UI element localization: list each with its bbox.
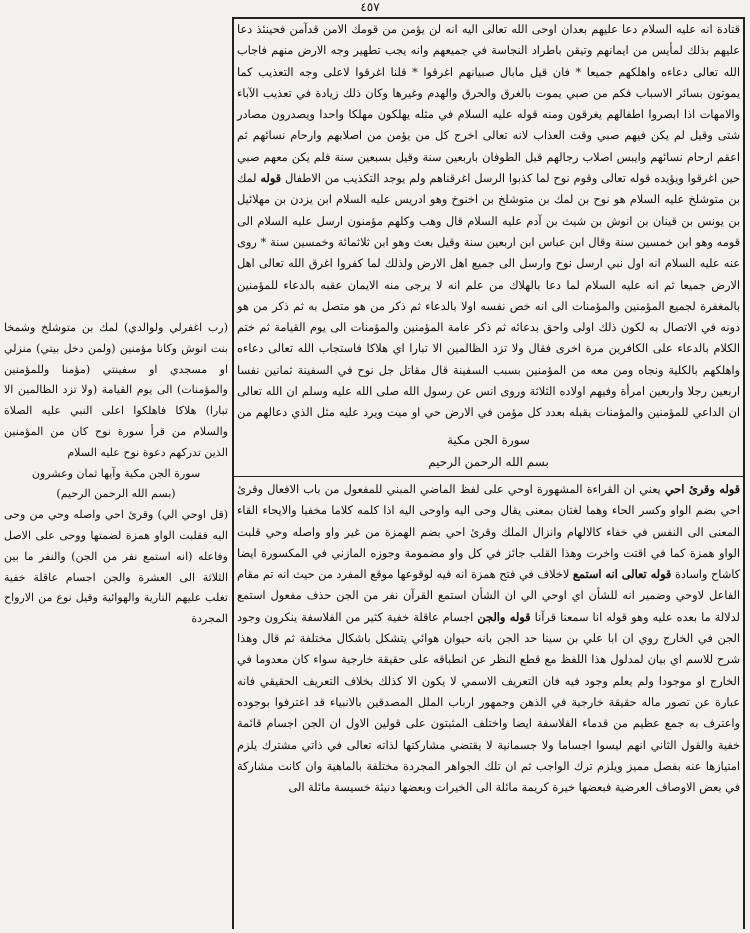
main-commentary-frame — [232, 17, 745, 929]
qawluhu-marker-3: قوله تعالى انه استمع — [572, 567, 672, 582]
main-paragraph-4: لاخلاف في فتح همزة انه فيه لوقوعها موقع المفرد من حيث انه تم مقام الفاعل لاوحي وضمير انه للشأن اي اوحي الي ان الشأن استمع القرآن نفر من الجن حذف مفعول استمع لدلالة ما بعده عليه وهو قوله انا سمعنا قرآنا — [237, 568, 740, 624]
basmala: بسم الله الرحمن الرحيم — [428, 455, 549, 469]
main-commentary-bottom — [234, 479, 743, 798]
sura-title: سورة الجن مكية — [447, 433, 530, 447]
main-paragraph-5: اجسام عاقلة خفية كثير من الفلاسفة ينكرون وجود الجن في الخارج روي ان ابا علي بن سينا حد الجن بانه حيوان هوائي يتشكل باشكال مختلفة ثم قال وهذا شرح للاسم اي بيان لمدلول هذا اللفظ مع قطع النظر عن انطباقه على حقيقة خارجية سواء كان معدوما في الخارج او موجودا ولم يعلم وجود فيه فان التعريف الاسمي لا يكون الا كذلك بخلاف التعريف الحقيقي فانه عبارة عن تصور ماله حقيقة خارجية في الذهن وجمهور ارباب الملل المصدقين بالانبياء قد اعترفوا بوجوده واعترف به جمع عظيم من قدماء الفلاسفة ايضا واختلف المثبتون على قولين الاول ان الجن اجسام قائمة خفية والقول الثاني انهم ليسوا اجساما ولا جسمانية لا يقتضي مشاركتها لذاته تعالى في ذاتي مشترك يلزم امتيازها عنه بفصل مميز ويلزم ترك الواجب ثم ان تلك الجواهر المجردة مختلفة بالماهية وان كانت مشاركة في بعض الاوصاف العرضية فبعضها خيرة كريمة مائلة الى الخيرات وبعضها دنيئة خسيسة مائلة الى — [237, 610, 740, 795]
section-divider — [234, 476, 743, 477]
qawluhu-marker-2: قوله وقرئ احي — [664, 482, 740, 496]
margin-text-top: (رب اغفرلي ولوالدي) لمك بن متوشلخ وشمخا بنت انوش وكانا مؤمنين (ولمن دخل بيتي) منزلي او مسجدي او سفينتي (مؤمنا وللمؤمنين والمؤمنات) الى يوم القيامة (ولا تزد الظالمين الا تبارا) هلاكا فاهلكوا اعلى النبي عليه الصلاة والسلام من قرأ سورة نوح كان من المؤمنين الذين تدركهم دعوة نوح عليه السلام — [4, 321, 228, 459]
main-paragraph-1: قتادة انه عليه السلام دعا عليهم بعدان اوحى الله تعالى اليه انه لن يؤمن من قومك الامن قدآمن فحينئذ دعا عليهم بذلك لمأيس من ايمانهم وتيقن باطراد النجاسة في جميعهم وانه يجب تطهير وجه الارض منهم فاجاب الله تعالى دعاءه واهلكهم جميعا * فان قيل مابال صبيانهم اغرقوا * قلنا اغرقوا لاعلى وجه التعذيب كما يموتون بسائر الاسباب فكم من صبي يموت بالغرق والحرق والهدم وغيرها وكان ذلك زيادة في تعذيب الآباء والامهات اذا ابصروا اطفالهم يغرقون ومنه قوله عليه السلام في مثله يهلكون مهلكا واحدا ويصدرون مصادر شتى وقيل لم يكن فيهم صبي وقت العذاب لانه تعالى اخرج كل من يؤمن من اصلابهم وارحام نسائهم ثم اعقم ارحام نسائهم وايبس اصلاب رجالهم قبل الطوفان باربعين سنة وقيل بسبعين سنة فلم يكن معهم صبي حين اغرقوا ويؤيده قوله تعالى وقوم نوح لما كذبوا الرسل اغرقناهم ولم يوجد التكذيب من الاطفال — [237, 23, 741, 186]
main-commentary-top — [234, 19, 743, 429]
margin-basmala: (بسم الله الرحمن الرحيم) — [56, 487, 176, 501]
main-paragraph-3: يعني ان القراءة المشهورة اوحي على لفظ الماضي المبني للمفعول من باب الافعال وقرئ احي بضم الواو وكسر الحاء وهما لغتان بمعنى يقال وحى اليه واوحى اليه اذا كلمه كلاما مخفيا والايحاء القاء المعنى الى النفس في خفاء كالالهام وانزال الملك وقرئ احي بضم الهمزة من غير واو واصله وحي قلبت الواو همزة كما في اقتت واخرت وهذا القلب جائز في كل واو مضمومة وجوزه المازني في المكسورة ايضا كاشاح واسادة — [237, 483, 741, 582]
qawluhu-marker-1: قوله — [260, 171, 282, 186]
margin-tafsir-column — [4, 318, 228, 630]
qawluhu-marker-4: قوله والجن — [477, 609, 531, 624]
page-number: ٤٥٧ — [360, 0, 380, 14]
margin-sura-title: سورة الجن مكية وآيها ثمان وعشرون — [31, 466, 201, 480]
main-paragraph-2: لمك بن متوشلخ عليه السلام هو نوح بن لمك بن متوشلخ بن اخنوخ وهو ادريس عليه السلام ابن يزدن بن مهلائيل بن يونس بن قينان بن انوش بن شيث بن آدم عليه السلام قال وهب وكلهم مؤمنون ارسل عليه السلام الى قومه وهو ابن خمسين سنة وقال ابن عباس ابن اربعين سنة وقيل بعث وهو ابن ثلاثمائة وخمسين سنة * روى عنه عليه السلام انه اول نبي ارسل نوح وارسل الى جميع اهل الارض ولذلك لما كفروا اغرق الله تعالى اهل الارض جميعا ثم انه عليه السلام لما دعا بالهلاك من علم انه لا يرجى منه الايمان عقبه بالدعاء للمؤمنين بالمغفرة لجميع المؤمنين والمؤمنات الى انه خص نفسه اولا بالدعاء ثم ذكر من هو متصل به ثم ذكر من هو دونه في الاتصال به لكون ذلك اولى واحق بدعائه ثم ذكر عامة المؤمنين والمؤمنات الى يوم القيامة ثم ختم الكلام بالدعاء على الكافرين مرة اخرى فقال ولا تزد الظالمين الا تبارا اي هلاكا فاستجاب الله تعالى دعاءه واهلكهم بالكلية ونجاه ومن معه من المؤمنين بسبب السفينة قال مقاتل جل نوح في السفينة ثمانين نفسا اربعين رجلا واربعين امرأة وفيهم اولاده الثلاثة وروى انس عن رسول الله صلى الله عليه وسلم ان الله تعالى ان الداعي للمؤمنين والمؤمنات يقبله بعدد كل مؤمن في الارض حي او ميت ويرد عليه مثل الذي دعالهم من — [237, 172, 740, 420]
margin-text-bottom: (قل اوحي الي) وقرئ احي واصله وحي من وحى اليه فقلبت الواو همزة لضمتها ووحى على الاصل وفاعله (انه استمع نفر من الجن) والنفر ما بين الثلاثة الى العشرة والجن اجسام عاقلة خفية تغلب عليهم النارية والهوائية وقيل نوع من الارواح المجردة — [4, 508, 228, 626]
